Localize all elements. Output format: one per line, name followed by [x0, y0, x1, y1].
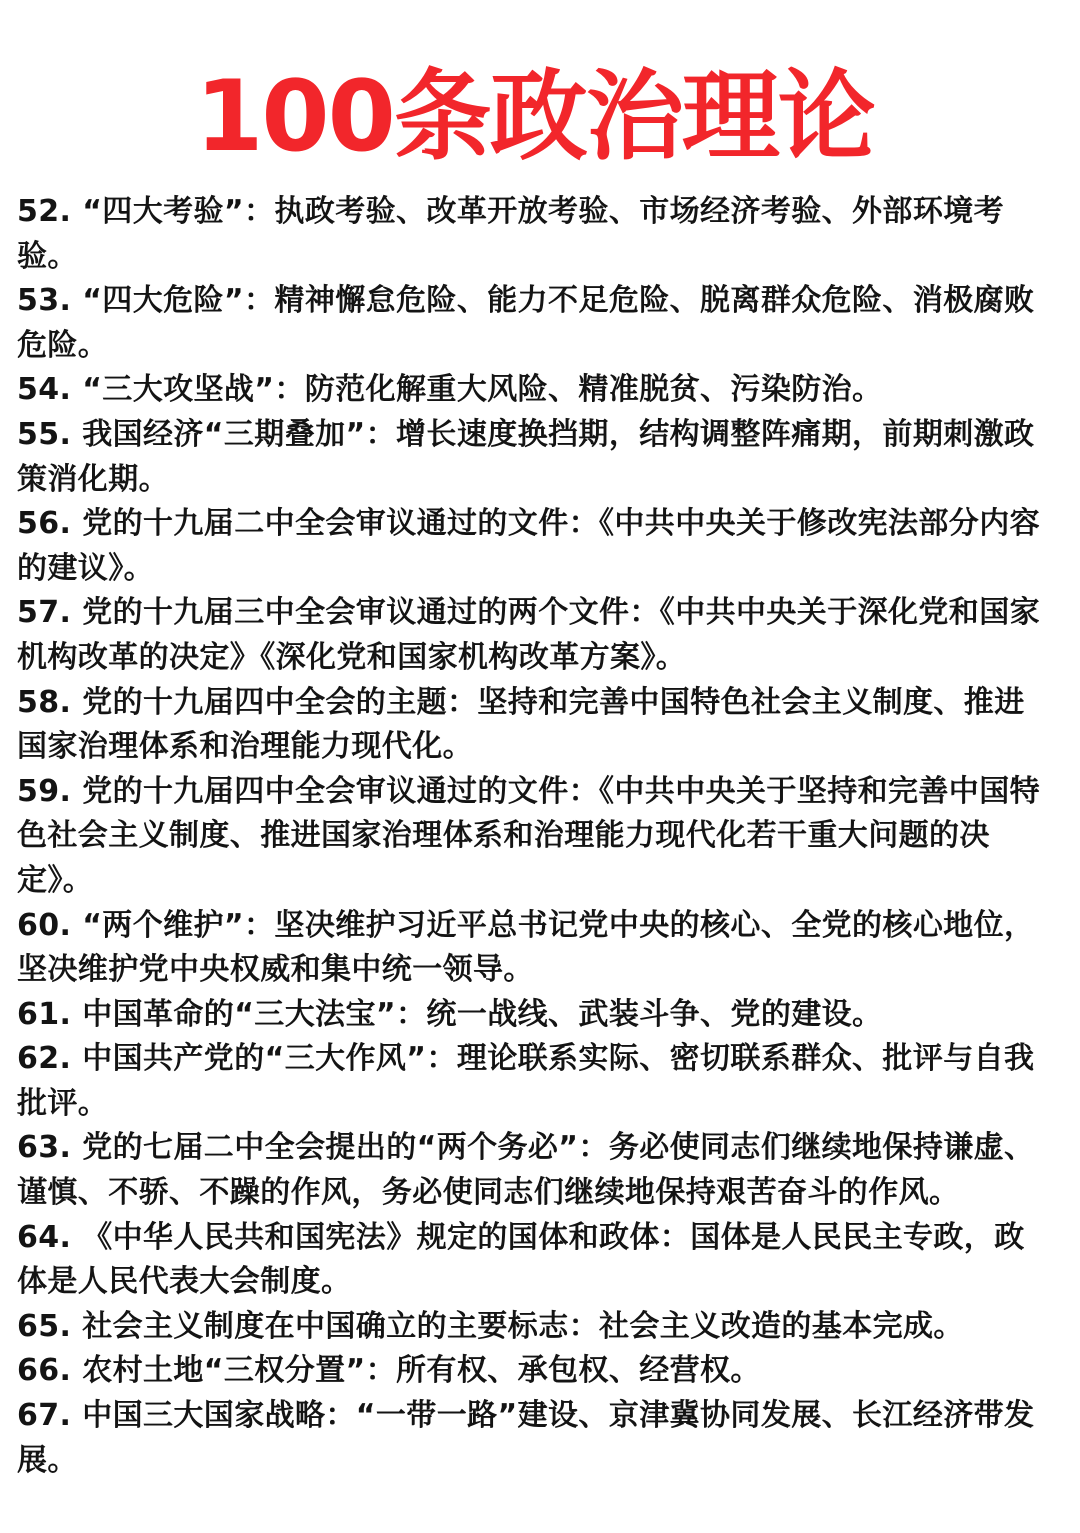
- list-item: 53. “四大危险”：精神懈怠危险、能力不足危险、脱离群众危险、消极腐败危险。: [17, 283, 1035, 363]
- list-item: 57. 党的十九届三中全会审议通过的两个文件：《中共中央关于深化党和国家机构改革的决定》《深化党和国家机构改革方案》。: [17, 595, 1040, 675]
- list-item: 65. 社会主义制度在中国确立的主要标志：社会主义改造的基本完成。: [17, 1308, 964, 1344]
- list-item: 66. 农村土地“三权分置”：所有权、承包权、经营权。: [17, 1353, 761, 1389]
- list-item: 52. “四大考验”：执政考验、改革开放考验、市场经济考验、外部环境考验。: [17, 194, 1005, 274]
- list-item: 60. “两个维护”：坚决维护习近平总书记党中央的核心、全党的核心地位，坚决维护党中央权威和集中统一领导。: [17, 907, 1035, 988]
- list-item: 54. “三大攻坚战”：防范化解重大风险、精准脱贫、污染防治。: [17, 372, 883, 408]
- list-item: 58. 党的十九届四中全会的主题：坚持和完善中国特色社会主义制度、推进国家治理体系和治理能力现代化。: [17, 684, 1025, 765]
- list-item: 62. 中国共产党的“三大作风”：理论联系实际、密切联系群众、批评与自我批评。: [17, 1041, 1035, 1121]
- list-item: 67. 中国三大国家战略：“一带一路”建设、京津冀协同发展、长江经济带发展。: [17, 1398, 1035, 1478]
- list-item: 56. 党的十九届二中全会审议通过的文件：《中共中央关于修改宪法部分内容的建议》。: [17, 506, 1040, 586]
- list-item: 64. 《中华人民共和国宪法》规定的国体和政体：国体是人民民主专政，政体是人民代表大会制度。: [17, 1219, 1025, 1300]
- list-item: 55. 我国经济“三期叠加”：增长速度换挡期，结构调整阵痛期，前期刺激政策消化期。: [17, 416, 1035, 497]
- list-item: 61. 中国革命的“三大法宝”：统一战线、武装斗争、党的建设。: [17, 996, 883, 1032]
- theory-list: [17, 190, 1052, 1483]
- page-title: 100条政治理论: [195, 60, 874, 174]
- list-item: 59. 党的十九届四中全会审议通过的文件：《中共中央关于坚持和完善中国特色社会主义制度、推进国家治理体系和治理能力现代化若干重大问题的决定》。: [17, 773, 1040, 898]
- list-item: 63. 党的七届二中全会提出的“两个务必”：务必使同志们继续地保持谦虚、谨慎、不骄、不躁的作风，务必使同志们继续地保持艰苦奋斗的作风。: [17, 1130, 1035, 1211]
